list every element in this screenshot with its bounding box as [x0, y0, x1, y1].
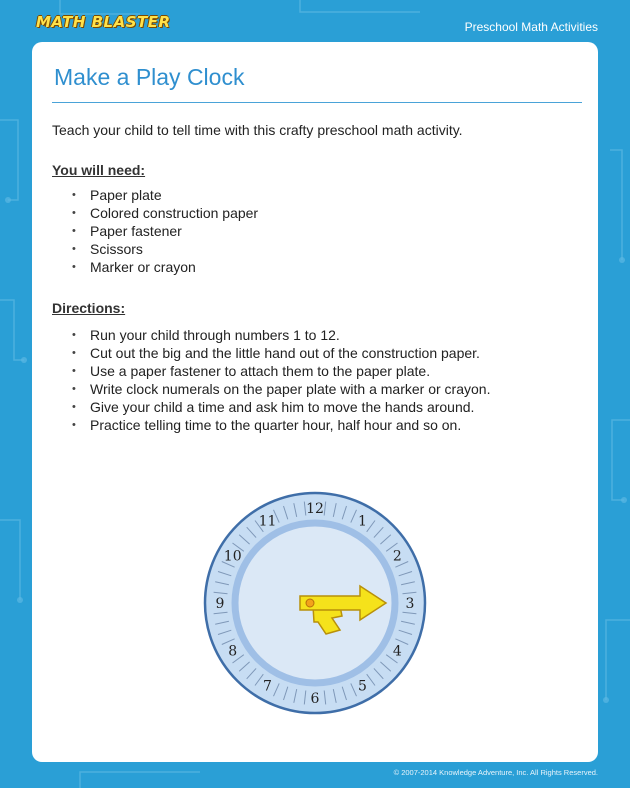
list-item: • Use a paper fastener to attach them to the paper plate. — [70, 362, 490, 380]
list-item: • Colored construction paper — [70, 204, 258, 222]
clock-numeral: 11 — [258, 513, 277, 530]
paper-fastener — [306, 599, 314, 607]
play-clock-illustration — [200, 488, 430, 718]
list-item: • Write clock numerals on the paper plate with a marker or crayon. — [70, 380, 490, 398]
activity-card — [32, 42, 598, 762]
category-label: Preschool Math Activities — [464, 20, 598, 34]
clock-numeral: 9 — [215, 596, 225, 612]
clock-numeral: 2 — [392, 548, 402, 565]
materials-list — [70, 186, 258, 276]
directions-list — [70, 326, 490, 434]
intro-text: Teach your child to tell time with this crafty preschool math activity. — [52, 122, 463, 138]
clock-numeral: 5 — [358, 678, 367, 695]
list-item: • Paper fastener — [70, 222, 258, 240]
clock-numeral: 6 — [310, 691, 320, 707]
clock-numeral: 10 — [223, 548, 242, 565]
list-item: • Marker or crayon — [70, 258, 258, 276]
list-item: • Give your child a time and ask him to move the hands around. — [70, 398, 490, 416]
clock-numeral: 12 — [306, 501, 324, 517]
list-item: • Practice telling time to the quarter hour, half hour and so on. — [70, 416, 490, 434]
list-item: • Run your child through numbers 1 to 12. — [70, 326, 490, 344]
math-blaster-logo[interactable]: MATH BLASTER — [36, 13, 171, 31]
clock-numeral: 4 — [392, 643, 402, 660]
clock-svg — [200, 488, 430, 718]
materials-heading: You will need: — [52, 162, 146, 178]
clock-numeral: 1 — [358, 513, 367, 530]
list-item: • Cut out the big and the little hand out of the construction paper. — [70, 344, 490, 362]
page-title: Make a Play Clock — [54, 64, 245, 90]
copyright-text: © 2007-2014 Knowledge Adventure, Inc. All Rights Reserved. — [393, 768, 598, 777]
clock-numeral: 7 — [263, 678, 272, 695]
directions-heading: Directions: — [52, 300, 126, 316]
clock-numeral: 8 — [228, 643, 238, 660]
list-item: • Scissors — [70, 240, 258, 258]
clock-numeral: 3 — [405, 596, 415, 612]
list-item: • Paper plate — [70, 186, 258, 204]
title-divider — [52, 102, 582, 103]
